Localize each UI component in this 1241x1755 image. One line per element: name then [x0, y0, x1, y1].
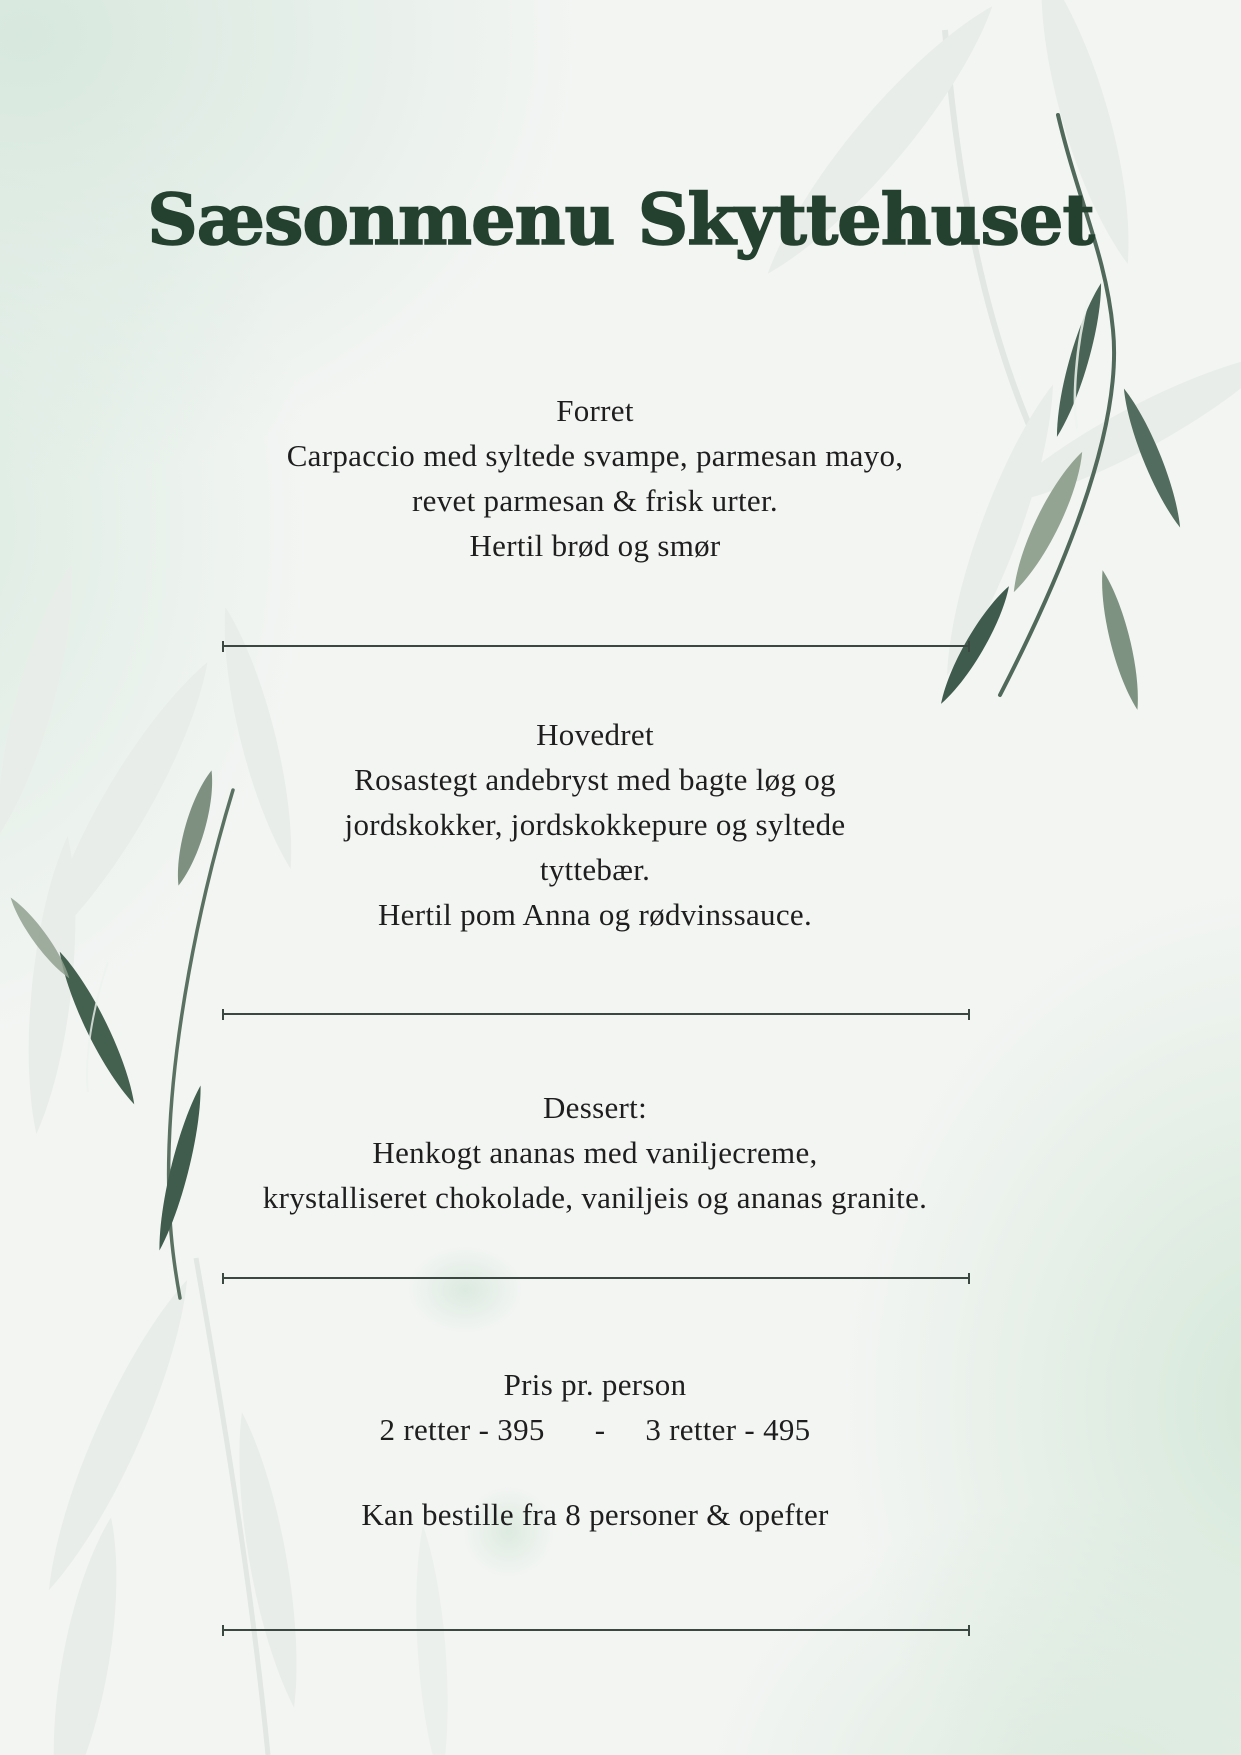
- course-hovedret: [0, 712, 1190, 937]
- course-heading: Forret: [556, 393, 634, 428]
- divider-rule: [224, 1013, 968, 1015]
- pricing-heading: Pris pr. person: [503, 1367, 687, 1402]
- section-divider: [222, 1008, 970, 1020]
- divider-end-tick: [968, 641, 970, 652]
- divider-end-tick: [968, 1625, 970, 1636]
- course-line: krystalliseret chokolade, vaniljeis og ananas granite.: [262, 1180, 928, 1215]
- course-line: Rosastegt andebryst med bagte løg og: [354, 762, 836, 797]
- divider-end-tick: [968, 1273, 970, 1284]
- course-line: Carpaccio med syltede svampe, parmesan mayo,: [286, 438, 904, 473]
- course-dessert: [0, 1085, 1190, 1220]
- pricing-section: [0, 1362, 1190, 1452]
- course-line: Hertil brød og smør: [469, 528, 721, 563]
- divider-end-tick: [968, 1009, 970, 1020]
- booking-note-section: [0, 1492, 1190, 1537]
- booking-note: Kan bestille fra 8 personer & opefter: [361, 1497, 829, 1532]
- course-line: revet parmesan & frisk urter.: [412, 483, 778, 518]
- page-title: Sæsonmenu Skyttehuset: [147, 178, 1094, 261]
- course-forret: [0, 388, 1190, 568]
- price-option-3-courses: 3 retter - 495: [645, 1412, 811, 1447]
- section-divider: [222, 1624, 970, 1636]
- divider-rule: [224, 1277, 968, 1279]
- course-line: jordskokker, jordskokkepure og syltede: [344, 807, 846, 842]
- price-option-2-courses: 2 retter - 395: [379, 1412, 545, 1447]
- divider-rule: [224, 1629, 968, 1631]
- course-line: Henkogt ananas med vaniljecreme,: [372, 1135, 818, 1170]
- section-divider: [222, 1272, 970, 1284]
- course-line: tyttebær.: [539, 852, 651, 887]
- price-separator: -: [594, 1412, 606, 1447]
- section-divider: [222, 640, 970, 652]
- course-heading: Dessert:: [543, 1090, 647, 1125]
- course-heading: Hovedret: [536, 717, 654, 752]
- price-row: [0, 1407, 1190, 1452]
- course-line: Hertil pom Anna og rødvinssauce.: [377, 897, 813, 932]
- divider-rule: [224, 645, 968, 647]
